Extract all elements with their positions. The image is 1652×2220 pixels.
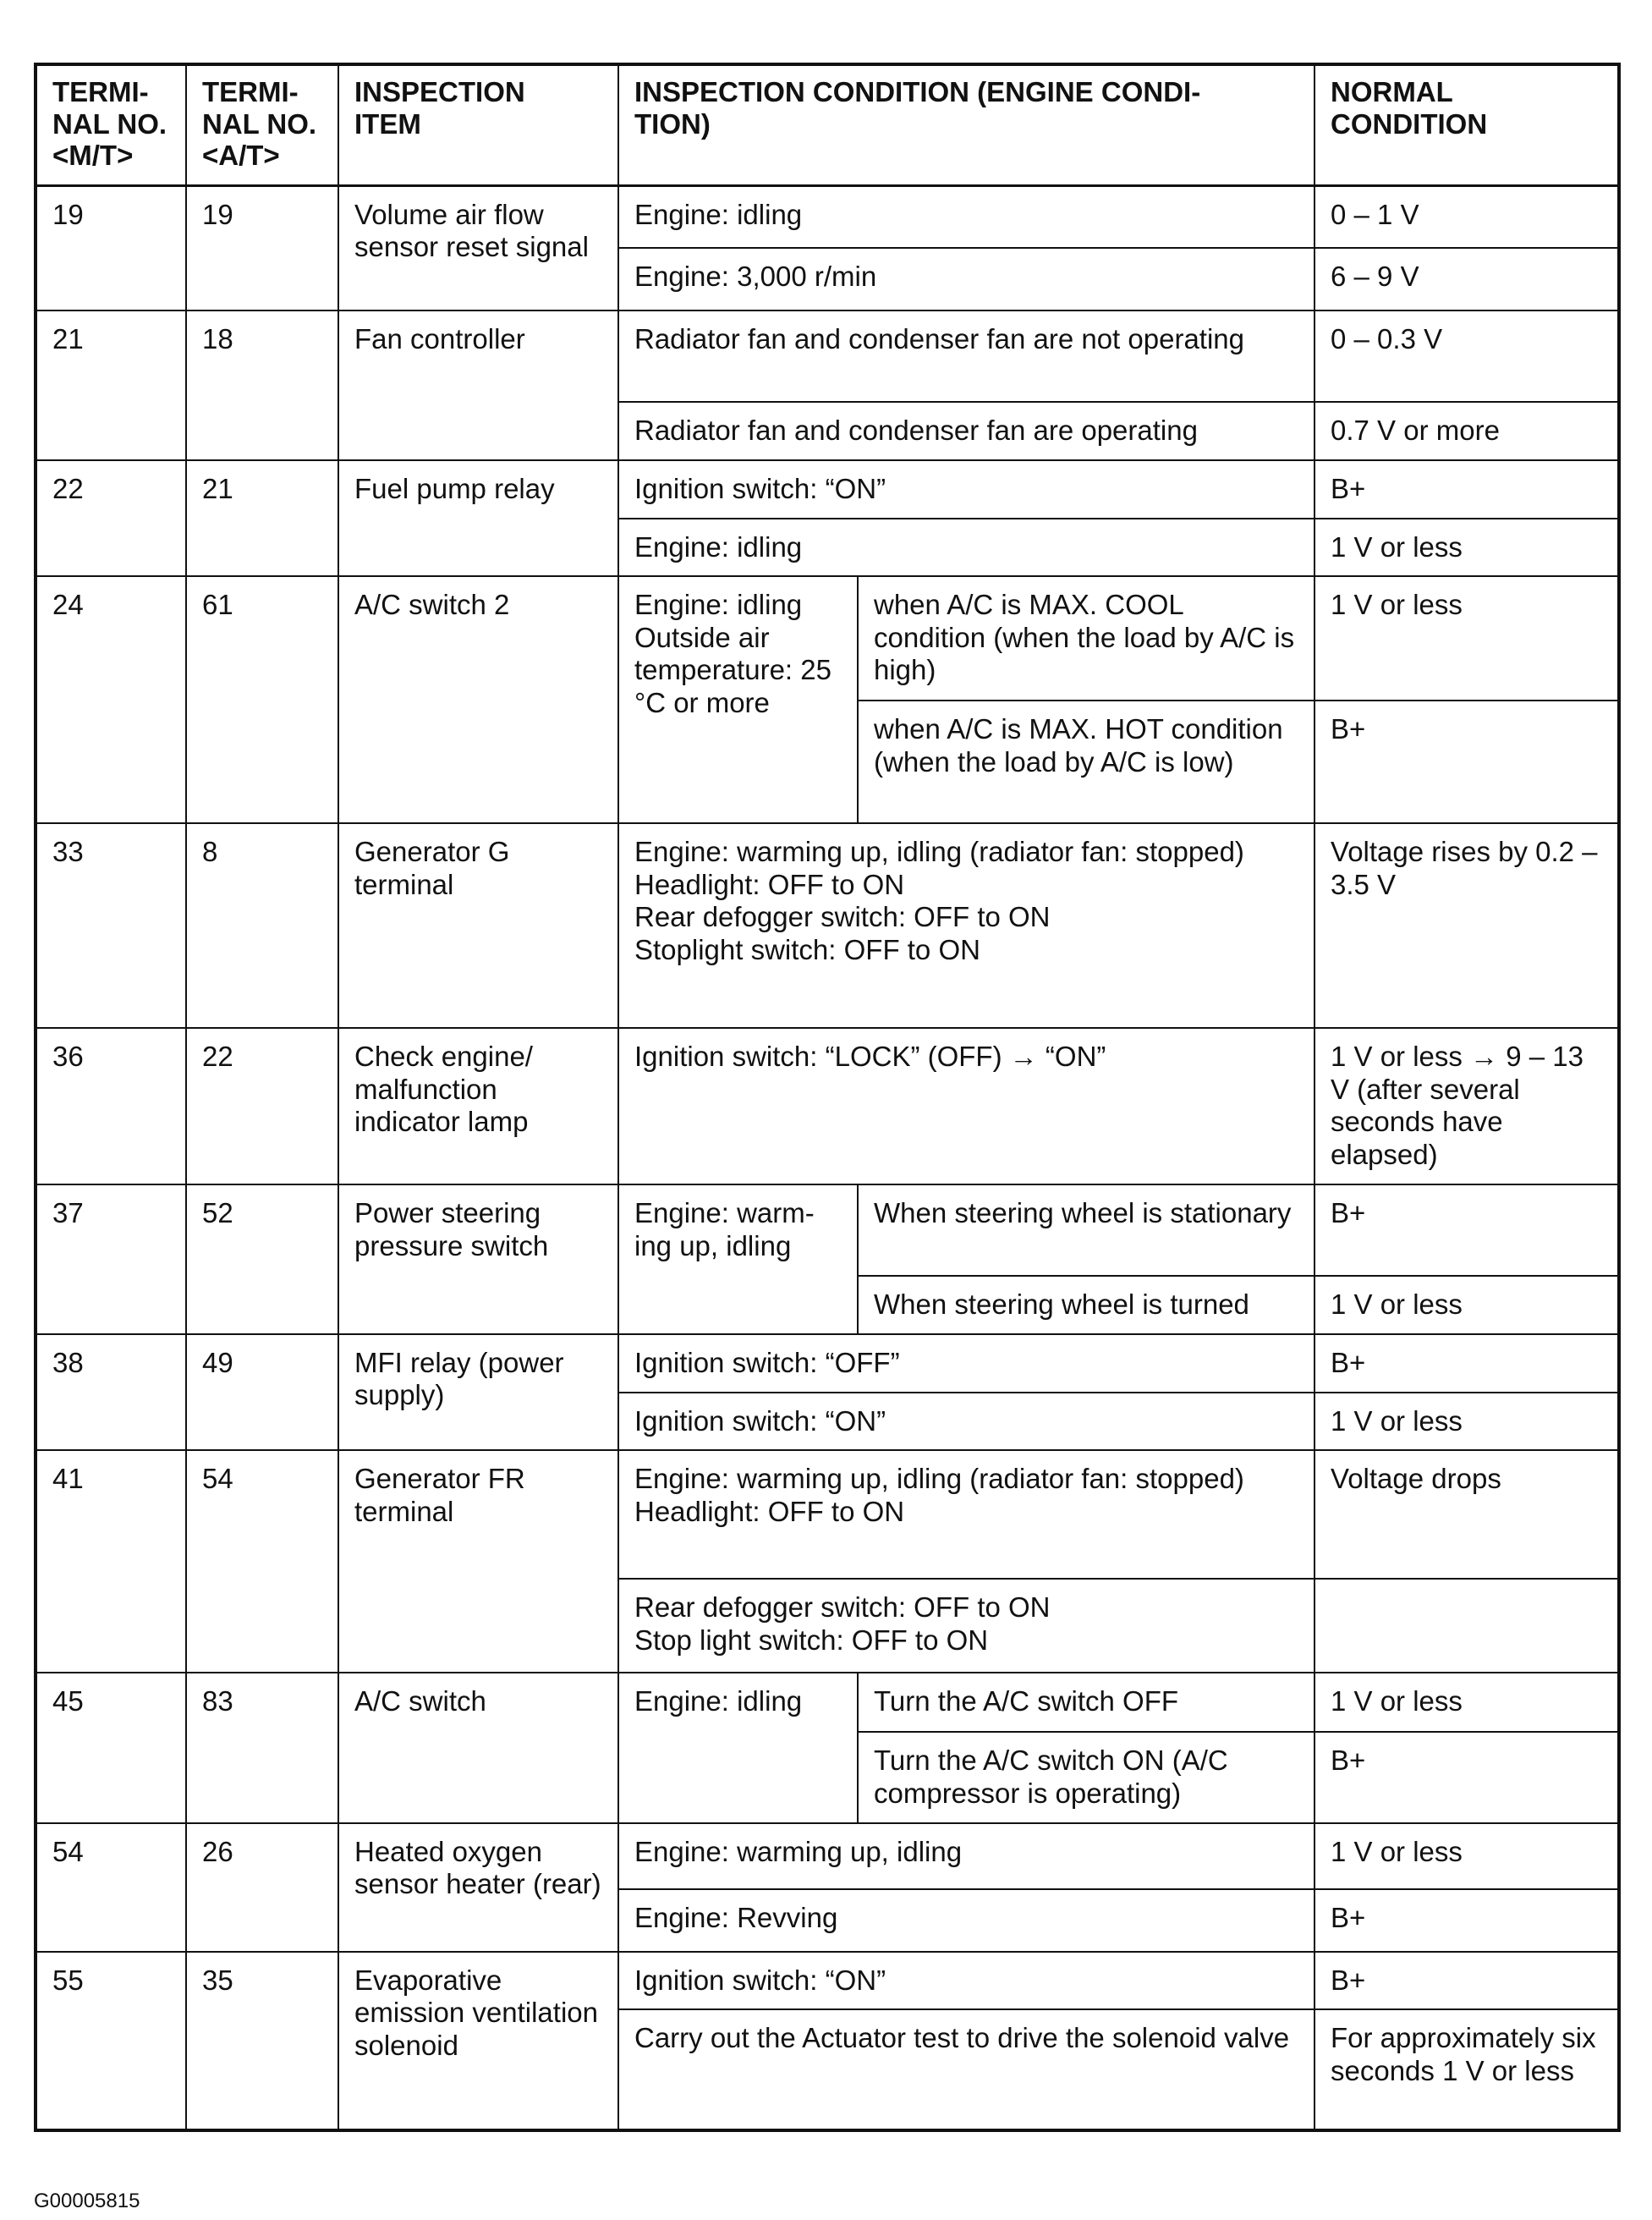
normal-cell: 1 V or less → 9 – 13 V (after several seconds have elapsed) <box>1314 1028 1619 1184</box>
normal-cell: For approximately six seconds 1 V or less <box>1314 2009 1619 2130</box>
table-row <box>36 1184 1619 1276</box>
terminal-at-cell: 26 <box>186 1823 338 1952</box>
inspection-item-cell: Volume air flow sensor reset signal <box>338 185 618 310</box>
table-row <box>36 1028 1619 1184</box>
normal-cell: 1 V or less <box>1314 519 1619 577</box>
terminal-mt-cell: 24 <box>36 576 186 823</box>
inspection-item-cell: Heated oxygen sensor heater (rear) <box>338 1823 618 1952</box>
terminal-mt-cell: 33 <box>36 823 186 1028</box>
inspection-item-cell: A/C switch 2 <box>338 576 618 823</box>
terminal-mt-cell: 41 <box>36 1450 186 1673</box>
normal-cell: 1 V or less <box>1314 1276 1619 1334</box>
condition-cell: Engine: warming up, idling <box>618 1823 1314 1889</box>
normal-cell: B+ <box>1314 1184 1619 1276</box>
table-row <box>36 823 1619 1028</box>
terminal-mt-cell: 45 <box>36 1673 186 1822</box>
header-terminal-at: TERMI- NAL NO. <A/T> <box>186 64 338 185</box>
table-row <box>36 1823 1619 1889</box>
condition-cell: Radiator fan and condenser fan are not operating <box>618 310 1314 402</box>
normal-cell: B+ <box>1314 1334 1619 1393</box>
normal-cell: 1 V or less <box>1314 1673 1619 1732</box>
condition-cell: Engine: warming up, idling (radiator fan: stopped) Headlight: OFF to ON <box>618 1450 1314 1579</box>
condition-cell: Rear defogger switch: OFF to ON Stop light switch: OFF to ON <box>618 1579 1314 1673</box>
table-row <box>36 310 1619 402</box>
terminal-mt-cell: 38 <box>36 1334 186 1451</box>
sub-condition-cell: when A/C is MAX. HOT condition (when the load by A/C is low) <box>858 701 1314 823</box>
inspection-sheet <box>34 63 1617 2132</box>
inspection-item-cell: MFI relay (power supply) <box>338 1334 618 1451</box>
normal-cell: Voltage drops <box>1314 1450 1619 1579</box>
terminal-at-cell: 49 <box>186 1334 338 1451</box>
figure-code: G00005815 <box>34 2190 140 2212</box>
normal-cell <box>1314 1579 1619 1673</box>
condition-cell: Ignition switch: “ON” <box>618 1393 1314 1451</box>
terminal-mt-cell: 55 <box>36 1952 186 2131</box>
header-normal-condition: NORMAL CONDITION <box>1314 64 1619 185</box>
terminal-at-cell: 61 <box>186 576 338 823</box>
normal-cell: 0 – 0.3 V <box>1314 310 1619 402</box>
inspection-item-cell: Check engine/ malfunction indicator lamp <box>338 1028 618 1184</box>
sub-condition-cell: When steering wheel is turned <box>858 1276 1314 1334</box>
terminal-at-cell: 22 <box>186 1028 338 1184</box>
terminal-mt-cell: 19 <box>36 185 186 310</box>
condition-cell: Ignition switch: “OFF” <box>618 1334 1314 1393</box>
normal-cell: B+ <box>1314 1889 1619 1952</box>
header-inspection-item: INSPECTION ITEM <box>338 64 618 185</box>
sub-condition-cell: Turn the A/C switch OFF <box>858 1673 1314 1732</box>
normal-cell: 0 – 1 V <box>1314 185 1619 248</box>
table-row <box>36 460 1619 519</box>
condition-cell: Carry out the Actuator test to drive the solenoid valve <box>618 2009 1314 2130</box>
inspection-item-cell: Generator G terminal <box>338 823 618 1028</box>
normal-cell: B+ <box>1314 460 1619 519</box>
condition-cell: Engine: Revving <box>618 1889 1314 1952</box>
terminal-mt-cell: 37 <box>36 1184 186 1334</box>
terminal-at-cell: 18 <box>186 310 338 460</box>
sub-condition-cell: Turn the A/C switch ON (A/C compressor is operating) <box>858 1732 1314 1822</box>
sub-condition-cell: when A/C is MAX. COOL condition (when the load by A/C is high) <box>858 576 1314 701</box>
condition-cell: Engine: idling <box>618 519 1314 577</box>
inspection-item-cell: Fan controller <box>338 310 618 460</box>
terminal-at-cell: 35 <box>186 1952 338 2131</box>
terminal-at-cell: 54 <box>186 1450 338 1673</box>
normal-cell: 0.7 V or more <box>1314 402 1619 460</box>
main-condition-cell: Engine: warm- ing up, idling <box>618 1184 858 1334</box>
terminal-mt-cell: 36 <box>36 1028 186 1184</box>
inspection-item-cell: Fuel pump relay <box>338 460 618 577</box>
terminal-at-cell: 83 <box>186 1673 338 1822</box>
terminal-inspection-table <box>34 63 1621 2132</box>
inspection-item-cell: Power steering pressure switch <box>338 1184 618 1334</box>
table-row <box>36 185 1619 248</box>
normal-cell: Voltage rises by 0.2 – 3.5 V <box>1314 823 1619 1028</box>
terminal-mt-cell: 54 <box>36 1823 186 1952</box>
condition-cell: Ignition switch: “ON” <box>618 460 1314 519</box>
table-row <box>36 576 1619 701</box>
normal-cell: 6 – 9 V <box>1314 248 1619 310</box>
header-terminal-mt: TERMI- NAL NO. <M/T> <box>36 64 186 185</box>
condition-cell: Ignition switch: “LOCK” (OFF) → “ON” <box>618 1028 1314 1184</box>
header-inspection-condition: INSPECTION CONDITION (ENGINE CONDI- TION) <box>618 64 1314 185</box>
condition-cell: Engine: warming up, idling (radiator fan: stopped) Headlight: OFF to ON Rear defogger switch: OFF to ON Stoplight switch: OFF to ON <box>618 823 1314 1028</box>
main-condition-cell: Engine: idling <box>618 1673 858 1822</box>
table-row <box>36 1673 1619 1732</box>
terminal-at-cell: 19 <box>186 185 338 310</box>
table-row <box>36 1334 1619 1393</box>
inspection-item-cell: Generator FR terminal <box>338 1450 618 1673</box>
normal-cell: 1 V or less <box>1314 1393 1619 1451</box>
normal-cell: B+ <box>1314 1732 1619 1822</box>
sub-condition-cell: When steering wheel is stationary <box>858 1184 1314 1276</box>
terminal-mt-cell: 21 <box>36 310 186 460</box>
condition-cell: Engine: idling <box>618 185 1314 248</box>
normal-cell: 1 V or less <box>1314 576 1619 701</box>
condition-cell: Radiator fan and condenser fan are operating <box>618 402 1314 460</box>
inspection-item-cell: Evaporative emission ventilation solenoid <box>338 1952 618 2131</box>
normal-cell: 1 V or less <box>1314 1823 1619 1889</box>
condition-cell: Engine: 3,000 r/min <box>618 248 1314 310</box>
normal-cell: B+ <box>1314 701 1619 823</box>
header-row <box>36 64 1619 185</box>
terminal-at-cell: 21 <box>186 460 338 577</box>
inspection-item-cell: A/C switch <box>338 1673 618 1822</box>
table-row <box>36 1450 1619 1579</box>
main-condition-cell: Engine: idling Outside air temperature: 25 °C or more <box>618 576 858 823</box>
terminal-mt-cell: 22 <box>36 460 186 577</box>
terminal-at-cell: 8 <box>186 823 338 1028</box>
normal-cell: B+ <box>1314 1952 1619 2010</box>
terminal-at-cell: 52 <box>186 1184 338 1334</box>
condition-cell: Ignition switch: “ON” <box>618 1952 1314 2010</box>
table-row <box>36 1952 1619 2010</box>
